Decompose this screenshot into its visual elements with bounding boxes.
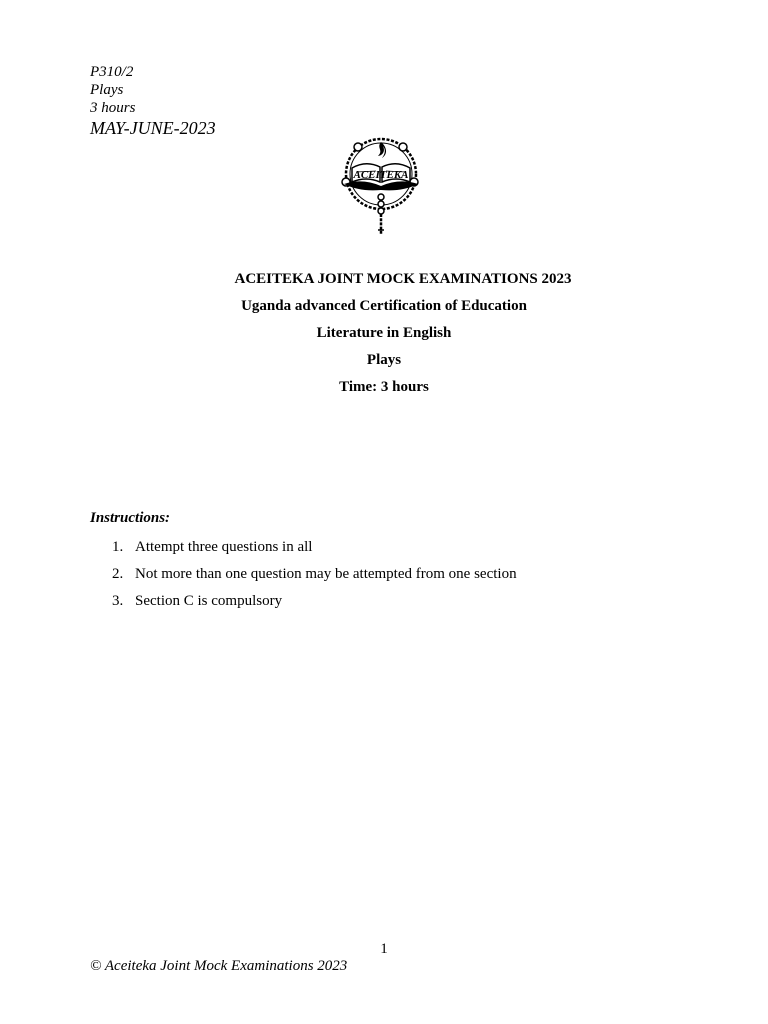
- exam-session: MAY-JUNE-2023: [90, 118, 216, 138]
- crest-text: ACEITEKA: [353, 169, 409, 181]
- instruction-list: [90, 534, 517, 615]
- list-item: [90, 561, 517, 588]
- instruction-text: Section C is compulsory: [135, 593, 283, 609]
- paper-code: P310/2: [90, 64, 134, 80]
- exam-time: Time: 3 hours: [339, 379, 429, 395]
- subject-name: Literature in English: [316, 325, 452, 341]
- certificate-name: Uganda advanced Certification of Education: [241, 298, 527, 314]
- list-item: [90, 588, 517, 615]
- exam-name: ACEITEKA JOINT MOCK EXAMINATIONS 2023: [234, 271, 572, 287]
- instruction-number: 2.: [112, 566, 124, 582]
- instruction-number: 1.: [112, 539, 124, 555]
- instructions-heading: Instructions:: [90, 510, 171, 526]
- list-item: [90, 534, 517, 561]
- paper-title: Plays: [366, 352, 402, 368]
- instruction-number: 3.: [112, 593, 124, 609]
- copyright-footer: © Aceiteka Joint Mock Examinations 2023: [90, 958, 348, 974]
- paper-duration: 3 hours: [90, 100, 136, 116]
- paper-header: [90, 63, 216, 139]
- page-number: 1: [380, 941, 388, 957]
- instructions-section: [90, 507, 517, 615]
- exam-title-block: [0, 266, 768, 401]
- instruction-text: Attempt three questions in all: [135, 539, 313, 555]
- instruction-text: Not more than one question may be attempted from one section: [135, 566, 517, 582]
- aceiteka-crest-icon: [338, 134, 424, 244]
- paper-name: Plays: [90, 82, 124, 98]
